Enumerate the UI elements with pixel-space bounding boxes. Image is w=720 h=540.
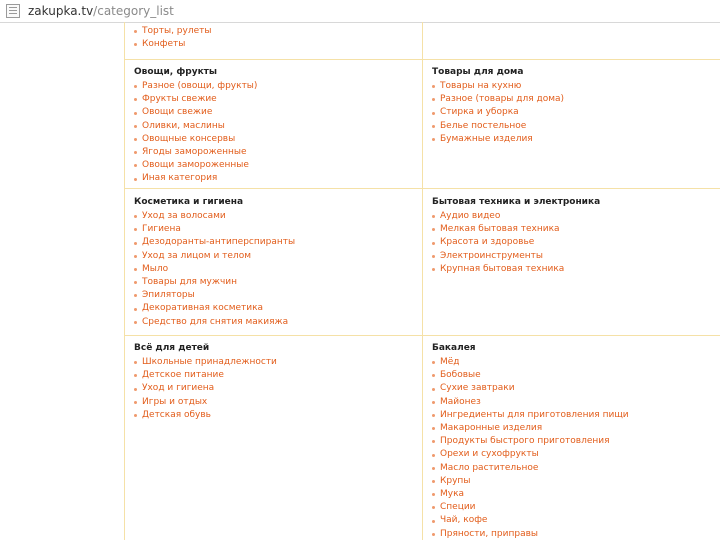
- grid-line-row-3: [124, 335, 720, 336]
- category-list: [134, 80, 257, 186]
- category-link[interactable]: [134, 80, 257, 93]
- bullet-icon: [134, 361, 137, 364]
- category-link[interactable]: [432, 80, 564, 93]
- category-link[interactable]: [432, 435, 629, 448]
- url-path: /category_list: [93, 4, 174, 18]
- category-link-label: Мёд: [440, 357, 460, 367]
- category-link[interactable]: [134, 25, 211, 38]
- category-link-label: Красота и здоровье: [440, 237, 535, 248]
- category-link-label: Уход за волосами: [142, 211, 226, 221]
- bullet-icon: [134, 228, 137, 231]
- bullet-icon: [134, 178, 137, 181]
- category-link-label: Овощные консервы: [142, 133, 236, 144]
- bullet-icon: [134, 85, 137, 88]
- category-link[interactable]: [134, 409, 277, 422]
- category-title: Бытовая техника и электроника: [432, 197, 601, 207]
- category-link-label: Чай, кофе: [440, 515, 488, 526]
- category-link[interactable]: [134, 172, 257, 185]
- bullet-icon: [432, 440, 435, 443]
- bullet-icon: [432, 268, 435, 271]
- bullet-icon: [432, 125, 435, 128]
- bullet-icon: [432, 533, 435, 536]
- category-link-label: Орехи и сухофрукты: [440, 449, 539, 460]
- category-cell-vegetables: [134, 66, 257, 186]
- category-title: Всё для детей: [134, 343, 210, 353]
- category-link-label: Мука: [440, 489, 465, 500]
- bullet-icon: [432, 98, 435, 101]
- bullet-icon: [134, 112, 137, 115]
- category-grid: [0, 22, 720, 540]
- category-link-label: Стирка и уборка: [440, 107, 519, 118]
- category-link-label: Разное (товары для дома): [440, 94, 565, 105]
- category-link[interactable]: [134, 263, 295, 276]
- category-link-label: Мелкая бытовая техника: [440, 224, 560, 235]
- category-link-label: Ингредиенты для приготовления пищи: [440, 409, 629, 420]
- bullet-icon: [432, 361, 435, 364]
- category-link[interactable]: [432, 396, 629, 409]
- bullet-icon: [134, 151, 137, 154]
- bullet-icon: [134, 374, 137, 377]
- category-link-label: Крупы: [440, 475, 471, 486]
- bullet-icon: [432, 427, 435, 430]
- category-link[interactable]: [134, 250, 295, 263]
- category-cell-grocery: [432, 342, 629, 540]
- category-link-label: Оливки, маслины: [142, 120, 225, 131]
- bullet-icon: [432, 85, 435, 88]
- category-list: [432, 356, 629, 540]
- category-link[interactable]: [432, 120, 564, 133]
- bullet-icon: [134, 138, 137, 141]
- category-link-label: Аудио видео: [440, 211, 501, 221]
- bullet-icon: [432, 138, 435, 141]
- category-link[interactable]: [432, 250, 600, 263]
- category-link[interactable]: [432, 263, 600, 276]
- category-link[interactable]: [134, 356, 277, 369]
- bullet-icon: [432, 414, 435, 417]
- category-link-label: Товары для мужчин: [142, 277, 238, 288]
- category-link[interactable]: [432, 528, 629, 540]
- bullet-icon: [134, 308, 137, 311]
- category-link-label: Уход за лицом и телом: [142, 250, 251, 261]
- category-link-label: Электроинструменты: [440, 250, 543, 261]
- category-link-label: Конфеты: [142, 39, 186, 50]
- category-link-label: Детское питание: [142, 370, 224, 381]
- bullet-icon: [432, 480, 435, 483]
- category-link-label: Ягоды замороженные: [142, 147, 247, 158]
- category-link[interactable]: [432, 409, 629, 422]
- category-cell-sweets: [134, 25, 211, 51]
- bullet-icon: [134, 294, 137, 297]
- category-link-label: Специи: [440, 502, 476, 513]
- category-link-label: Эпиляторы: [142, 290, 195, 301]
- category-list: [432, 80, 564, 146]
- category-link-label: Разное (овощи, фрукты): [142, 81, 258, 91]
- category-link[interactable]: [432, 422, 629, 435]
- category-link[interactable]: [134, 93, 257, 106]
- bullet-icon: [134, 242, 137, 245]
- category-link[interactable]: [432, 501, 629, 514]
- category-link[interactable]: [432, 369, 629, 382]
- category-link-label: Торты, рулеты: [142, 26, 212, 36]
- category-link-label: Мыло: [142, 263, 169, 274]
- category-link[interactable]: [134, 210, 295, 223]
- category-link-label: Овощи замороженные: [142, 160, 249, 171]
- category-link[interactable]: [432, 514, 629, 527]
- category-list: [134, 356, 277, 422]
- bullet-icon: [134, 164, 137, 167]
- bullet-icon: [134, 43, 137, 46]
- category-link[interactable]: [432, 462, 629, 475]
- grid-line-left: [124, 22, 125, 540]
- category-link[interactable]: [134, 159, 257, 172]
- category-link-label: Игры и отдых: [142, 396, 208, 407]
- category-link-label: Школьные принадлежности: [142, 357, 277, 367]
- bullet-icon: [432, 506, 435, 509]
- category-link[interactable]: [134, 289, 295, 302]
- bullet-icon: [134, 414, 137, 417]
- category-list: [134, 210, 295, 329]
- category-link-label: Уход и гигиена: [142, 383, 215, 394]
- bullet-icon: [432, 467, 435, 470]
- bullet-icon: [432, 215, 435, 218]
- bullet-icon: [134, 98, 137, 101]
- category-link[interactable]: [432, 356, 629, 369]
- category-link-label: Детская обувь: [142, 409, 211, 420]
- category-link[interactable]: [134, 396, 277, 409]
- category-link-label: Товары на кухню: [440, 81, 522, 91]
- category-cell-home: [432, 66, 564, 146]
- category-list: [432, 210, 600, 276]
- category-link-label: Сухие завтраки: [440, 383, 515, 394]
- grid-line-row-1: [124, 59, 720, 60]
- category-link-label: Белье постельное: [440, 120, 527, 131]
- bullet-icon: [134, 255, 137, 258]
- category-link[interactable]: [432, 448, 629, 461]
- bullet-icon: [432, 112, 435, 115]
- category-link[interactable]: [134, 120, 257, 133]
- bullet-icon: [432, 454, 435, 457]
- category-link[interactable]: [432, 236, 600, 249]
- category-link[interactable]: [432, 93, 564, 106]
- category-link-label: Майонез: [440, 396, 481, 407]
- category-link[interactable]: [134, 133, 257, 146]
- category-title: Товары для дома: [432, 67, 524, 77]
- category-link-label: Продукты быстрого приготовления: [440, 436, 610, 447]
- page-icon: [6, 4, 20, 18]
- category-link[interactable]: [432, 210, 600, 223]
- category-link[interactable]: [134, 38, 211, 51]
- bullet-icon: [432, 374, 435, 377]
- category-link-label: Дезодоранты-антиперспиранты: [142, 237, 296, 248]
- category-link[interactable]: [432, 382, 629, 395]
- bullet-icon: [432, 242, 435, 245]
- bullet-icon: [134, 268, 137, 271]
- category-title: Овощи, фрукты: [134, 67, 218, 77]
- bullet-icon: [134, 125, 137, 128]
- category-link-label: Бобовые: [440, 370, 481, 381]
- category-link[interactable]: [134, 146, 257, 159]
- bullet-icon: [134, 401, 137, 404]
- category-link-label: Макаронные изделия: [440, 423, 543, 434]
- category-link[interactable]: [134, 276, 295, 289]
- category-link-label: Масло растительное: [440, 462, 539, 473]
- bullet-icon: [432, 401, 435, 404]
- bullet-icon: [432, 228, 435, 231]
- category-link-label: Гигиена: [142, 224, 181, 235]
- category-link[interactable]: [134, 369, 277, 382]
- category-list: [134, 25, 211, 51]
- category-link[interactable]: [432, 488, 629, 501]
- category-link-label: Средство для снятия макияжа: [142, 316, 289, 327]
- category-link[interactable]: [432, 133, 564, 146]
- bullet-icon: [134, 215, 137, 218]
- bullet-icon: [134, 388, 137, 391]
- category-link[interactable]: [432, 106, 564, 119]
- grid-line-middle: [422, 22, 423, 540]
- category-cell-cosmetics: [134, 196, 295, 329]
- category-link[interactable]: [134, 302, 295, 315]
- category-link[interactable]: [134, 236, 295, 249]
- category-link-label: Крупная бытовая техника: [440, 263, 565, 274]
- category-cell-electronics: [432, 196, 600, 276]
- category-link[interactable]: [432, 475, 629, 488]
- category-link-label: Фрукты свежие: [142, 94, 217, 105]
- bullet-icon: [432, 520, 435, 523]
- category-link-label: Овощи свежие: [142, 107, 213, 118]
- category-link[interactable]: [134, 106, 257, 119]
- url-host: zakupka.tv: [28, 4, 94, 18]
- bullet-icon: [432, 255, 435, 258]
- category-title: Бакалея: [432, 343, 476, 353]
- category-link[interactable]: [134, 382, 277, 395]
- category-link-label: Иная категория: [142, 173, 218, 184]
- bullet-icon: [432, 388, 435, 391]
- category-link-label: Декоративная косметика: [142, 303, 264, 314]
- grid-line-row-2: [124, 188, 720, 189]
- category-link-label: Пряности, приправы: [440, 528, 539, 539]
- bullet-icon: [134, 281, 137, 284]
- category-link[interactable]: [432, 223, 600, 236]
- browser-address-bar[interactable]: [0, 0, 720, 23]
- category-cell-kids: [134, 342, 277, 422]
- bullet-icon: [432, 493, 435, 496]
- category-link[interactable]: [134, 223, 295, 236]
- category-link[interactable]: [134, 316, 295, 329]
- bullet-icon: [134, 30, 137, 33]
- bullet-icon: [134, 321, 137, 324]
- category-link-label: Бумажные изделия: [440, 133, 533, 144]
- category-title: Косметика и гигиена: [134, 197, 244, 207]
- url-text[interactable]: [28, 3, 174, 19]
